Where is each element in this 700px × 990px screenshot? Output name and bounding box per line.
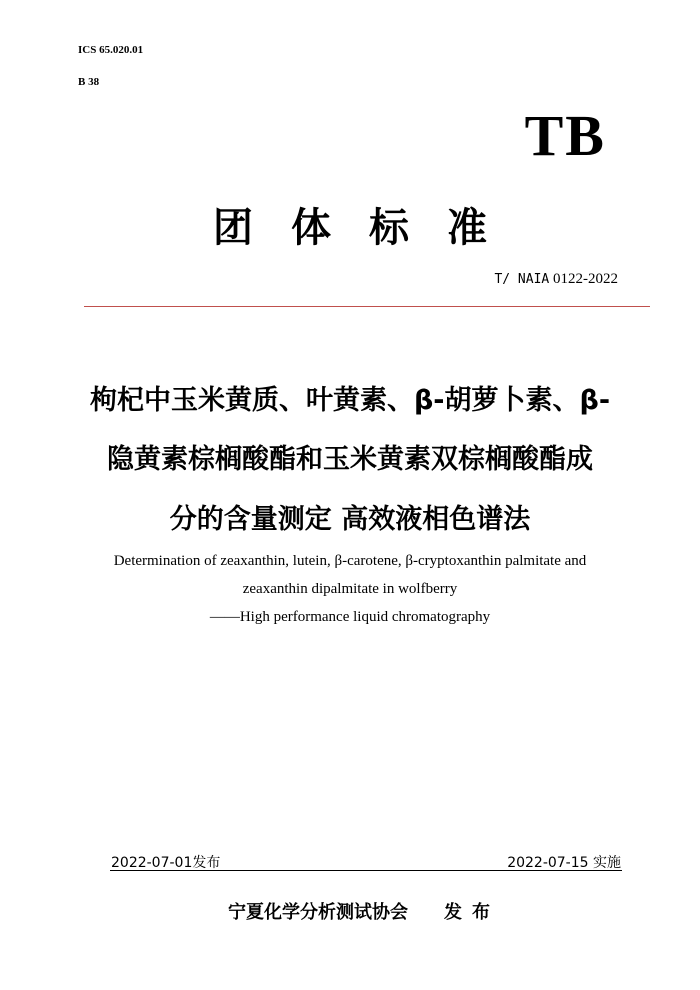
publisher-name: 宁夏化学分析测试协会	[228, 902, 408, 923]
title-en-line-2: zeaxanthin dipalmitate in wolfberry	[242, 581, 458, 597]
title-en-line-3: ——High performance liquid chromatography	[209, 609, 491, 625]
classification-code: B 38	[78, 76, 100, 88]
standard-type-heading: 团体标准	[213, 205, 525, 251]
title-cn-line-3: 分的含量测定 高效液相色谱法	[169, 504, 531, 535]
standard-number-prefix: T/ NAIA	[494, 272, 550, 287]
title-en-line-1: Determination of zeaxanthin, lutein, β-carotene, β-cryptoxanthin palmitate and	[113, 553, 587, 569]
implement-date: 2022-07-15 实施	[507, 855, 621, 871]
issue-date: 2022-07-01发布	[111, 855, 221, 871]
title-cn-line-1: 枸杞中玉米黄质、叶黄素、β-胡萝卜素、β-	[89, 385, 611, 416]
standard-mark: TB	[524, 103, 606, 168]
standard-number-value: 0122-2022	[549, 271, 618, 287]
header-divider	[84, 306, 650, 307]
publish-label: 发布	[444, 902, 500, 923]
title-cn-line-2: 隐黄素棕榈酸酯和玉米黄素双棕榈酸酯成	[107, 444, 593, 475]
standard-number	[494, 271, 618, 288]
footer-divider	[110, 870, 622, 871]
ics-code: ICS 65.020.01	[78, 44, 144, 56]
